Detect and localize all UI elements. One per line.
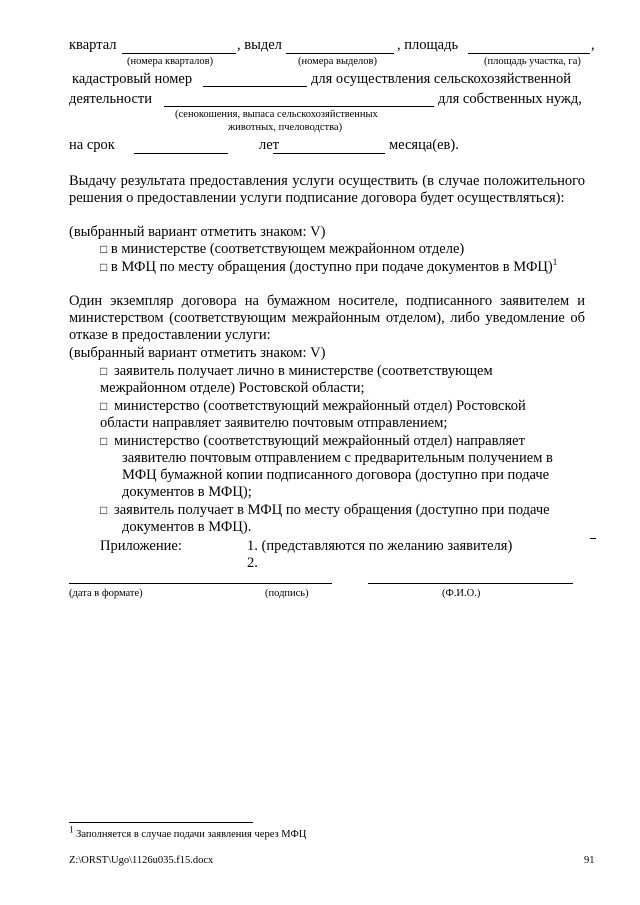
section1-option-ministry	[100, 241, 464, 258]
hint-deyat-2: животных, пчеловодства)	[228, 122, 343, 133]
label-srok: на срок	[69, 137, 115, 153]
field-date-signature[interactable]	[69, 583, 332, 584]
footnote-text: Заполняется в случае подачи заявления через МФЦ	[76, 829, 307, 840]
option-mail-mfc-line3: МФЦ бумажной копии подписанного договора (доступно при подаче	[122, 467, 550, 483]
option-personal-line1: заявитель получает лично в министерстве (соответствующем	[114, 363, 493, 379]
label-kadastr-purpose: для осуществления сельскохозяйственной	[311, 71, 572, 87]
label-own-needs: для собственных нужд,	[438, 91, 582, 107]
section1-intro: Выдачу результата предоставления услуги осуществить (в случае положительного решения о предоставлении услуги подписание договора будет осуществляться):	[69, 173, 585, 206]
option-mail-mfc-line4: документов в МФЦ);	[122, 484, 252, 500]
margin-dash	[590, 538, 596, 539]
option-mfc-pickup-line1: заявитель получает в МФЦ по месту обращения (доступно при подаче	[114, 502, 550, 518]
option-mail-line2: области направляет заявителю почтовым отправлением;	[100, 415, 448, 431]
hint-fio: (Ф.И.О.)	[442, 588, 481, 599]
option-mfc-pickup-line2: документов в МФЦ).	[122, 519, 252, 535]
option-ministry-label: в министерстве (соответствующем межрайонном отделе)	[110, 241, 465, 257]
field-ploshad[interactable]	[468, 53, 590, 54]
hint-kvartal: (номера кварталов)	[127, 56, 214, 67]
attachment-item-2: 2.	[247, 555, 258, 571]
field-kadastr[interactable]	[203, 86, 307, 87]
field-fio[interactable]	[368, 583, 573, 584]
field-deyat[interactable]	[164, 106, 434, 107]
option-personal-line2: межрайонном отделе) Ростовской области;	[100, 380, 365, 396]
footnote-number: 1	[69, 824, 74, 835]
label-mesyaca: месяца(ев).	[389, 137, 459, 153]
section1-mark-note: (выбранный вариант отметить знаком: V)	[69, 224, 326, 240]
footnote-separator	[69, 822, 253, 823]
checkbox-ministry[interactable]: □	[100, 242, 108, 256]
field-kvartal[interactable]	[122, 53, 236, 54]
label-kadastr: кадастровый номер	[72, 71, 193, 87]
checkbox-mfc[interactable]: □	[100, 260, 108, 274]
hint-date: (дата в формате)	[69, 588, 143, 599]
section2-mark-note: (выбранный вариант отметить знаком: V)	[69, 345, 326, 361]
footnote	[69, 824, 307, 841]
page-number: 91	[584, 855, 595, 866]
section1-option-mfc	[100, 259, 557, 276]
option-mail-line1: министерство (соответствующий межрайонный отдел) Ростовской	[114, 398, 526, 414]
hint-deyat-1: (сенокошения, выпаса сельскохозяйственных	[175, 109, 378, 120]
field-vydel[interactable]	[286, 53, 394, 54]
field-srok-mesyac[interactable]	[273, 153, 385, 154]
option-mail-mfc-line1: министерство (соответствующий межрайонный отдел) направляет	[114, 433, 525, 449]
option-mail-mfc-line2: заявителю почтовым отправлением с предварительным получением в	[122, 450, 553, 466]
attachment-item-1: 1. (представляются по желанию заявителя)	[247, 538, 513, 554]
footnote-ref: 1	[552, 257, 558, 268]
footer-file-path: Z:\ORST\Ugo\1126u035.f15.docx	[69, 855, 214, 866]
label-ploshad: , площадь	[397, 37, 459, 53]
checkbox-personal[interactable]: □	[100, 364, 108, 378]
checkbox-mail-mfc[interactable]: □	[100, 434, 108, 448]
hint-sign: (подпись)	[265, 588, 309, 599]
hint-ploshad: (площадь участка, га)	[484, 56, 581, 67]
checkbox-mail[interactable]: □	[100, 399, 108, 413]
comma: ,	[591, 37, 595, 53]
field-srok-let[interactable]	[134, 153, 228, 154]
label-deyat: деятельности	[69, 91, 153, 107]
option-mfc-label: в МФЦ по месту обращения (доступно при подаче документов в МФЦ)	[110, 259, 553, 275]
label-vydel: , выдел	[237, 37, 282, 53]
attachments-label: Приложение:	[100, 538, 182, 554]
hint-vydel: (номера выделов)	[298, 56, 377, 67]
label-let: лет	[259, 137, 280, 153]
checkbox-mfc-pickup[interactable]: □	[100, 503, 108, 517]
section2-intro: Один экземпляр договора на бумажном носителе, подписанного заявителем и министерством (соответствующим межрайонным отделом), либо уведомление об отказе в предоставлении услуги:	[69, 293, 585, 343]
label-kvartal: квартал	[69, 37, 117, 53]
